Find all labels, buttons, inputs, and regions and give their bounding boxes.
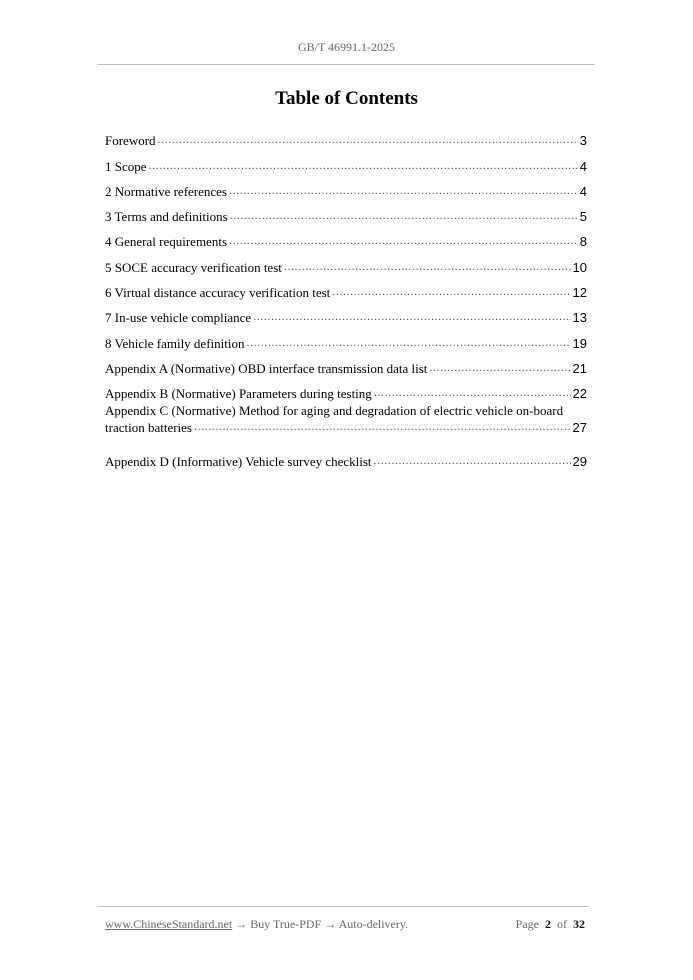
toc-entry-page: 29 [572,453,587,469]
toc-entry-page: 12 [572,285,587,301]
toc-entry-page: 21 [572,360,587,376]
toc-entry-page: 4 [579,158,587,174]
toc-entry-continuation [105,419,587,436]
dot-leader [429,360,570,377]
toc-entry-text: 6 Virtual distance accuracy verification test [105,285,331,301]
dot-leader [374,385,571,402]
dot-leader [374,453,571,470]
dot-leader [229,233,578,250]
dot-leader [149,158,578,175]
toc-entry-scope[interactable] [105,149,587,174]
toc-entry-page: 22 [572,386,587,402]
dot-leader [229,183,578,200]
page-current: 2 [545,917,551,931]
toc-title: Table of Contents [275,88,418,109]
toc-entry-page: 10 [572,259,587,275]
toc-entry-text: Appendix A (Normative) OBD interface transmission data list [105,360,428,376]
toc-entry-general-requirements[interactable] [105,225,587,250]
toc-entry-page: 5 [579,209,587,225]
dot-leader [246,335,570,352]
toc-entry-page: 27 [572,420,587,436]
toc-entry-terms-and-definitions[interactable] [105,200,587,225]
page-total: 32 [573,917,585,931]
dot-leader [332,284,570,301]
dot-leader [158,132,578,149]
toc-entry-text: 8 Vehicle family definition [105,335,245,351]
toc-entry-appendix-d[interactable] [105,444,587,469]
toc-entry-text: traction batteries [105,420,192,436]
toc-entry-text: 5 SOCE accuracy verification test [105,259,282,275]
toc-entry-text: 7 In-use vehicle compliance [105,310,252,326]
table-of-contents [105,124,587,470]
dot-leader [230,208,578,225]
document-code-header: GB/T 46991.1-2025 [297,40,396,54]
toc-entry-foreword[interactable] [105,124,587,149]
toc-entry-vehicle-family[interactable] [105,326,587,351]
toc-entry-text: 3 Terms and definitions [105,209,228,225]
dot-leader [194,419,571,436]
page-of-word: of [557,917,567,931]
header-divider [98,64,595,65]
toc-entry-appendix-c[interactable] [105,402,587,444]
toc-entry-virtual-distance[interactable] [105,276,587,301]
toc-entry-appendix-a[interactable] [105,352,587,377]
toc-entry-page: 8 [579,234,587,250]
page-word: Page [515,917,539,931]
toc-entry-text: 4 General requirements [105,234,228,250]
toc-entry-text: Appendix C (Normative) Method for aging and degradation of electric vehicle on-board [105,403,564,419]
toc-entry-text: Appendix B (Normative) Parameters during testing [105,386,372,402]
toc-entry-soce-accuracy[interactable] [105,250,587,275]
dot-leader [253,309,570,326]
toc-entry-text: 2 Normative references [105,183,227,199]
dot-leader [284,259,571,276]
toc-entry-normative-references[interactable] [105,175,587,200]
toc-entry-text: Foreword [105,133,156,149]
toc-entry-page: 3 [579,133,587,149]
toc-entry-page: 13 [572,310,587,326]
promo-text: → Buy True-PDF → Auto-delivery. [232,917,409,931]
toc-entry-text: Appendix D (Informative) Vehicle survey checklist [105,453,372,469]
toc-entry-in-use-compliance[interactable] [105,301,587,326]
page-footer [105,917,585,932]
toc-entry-page: 4 [579,183,587,199]
toc-entry-page: 19 [572,335,587,351]
toc-entry-text: 1 Scope [105,158,147,174]
footer-promo [105,917,408,932]
footer-divider [98,906,588,907]
site-link[interactable]: www.ChineseStandard.net [105,917,233,931]
page-number [516,917,585,932]
toc-entry-appendix-b[interactable] [105,377,587,402]
